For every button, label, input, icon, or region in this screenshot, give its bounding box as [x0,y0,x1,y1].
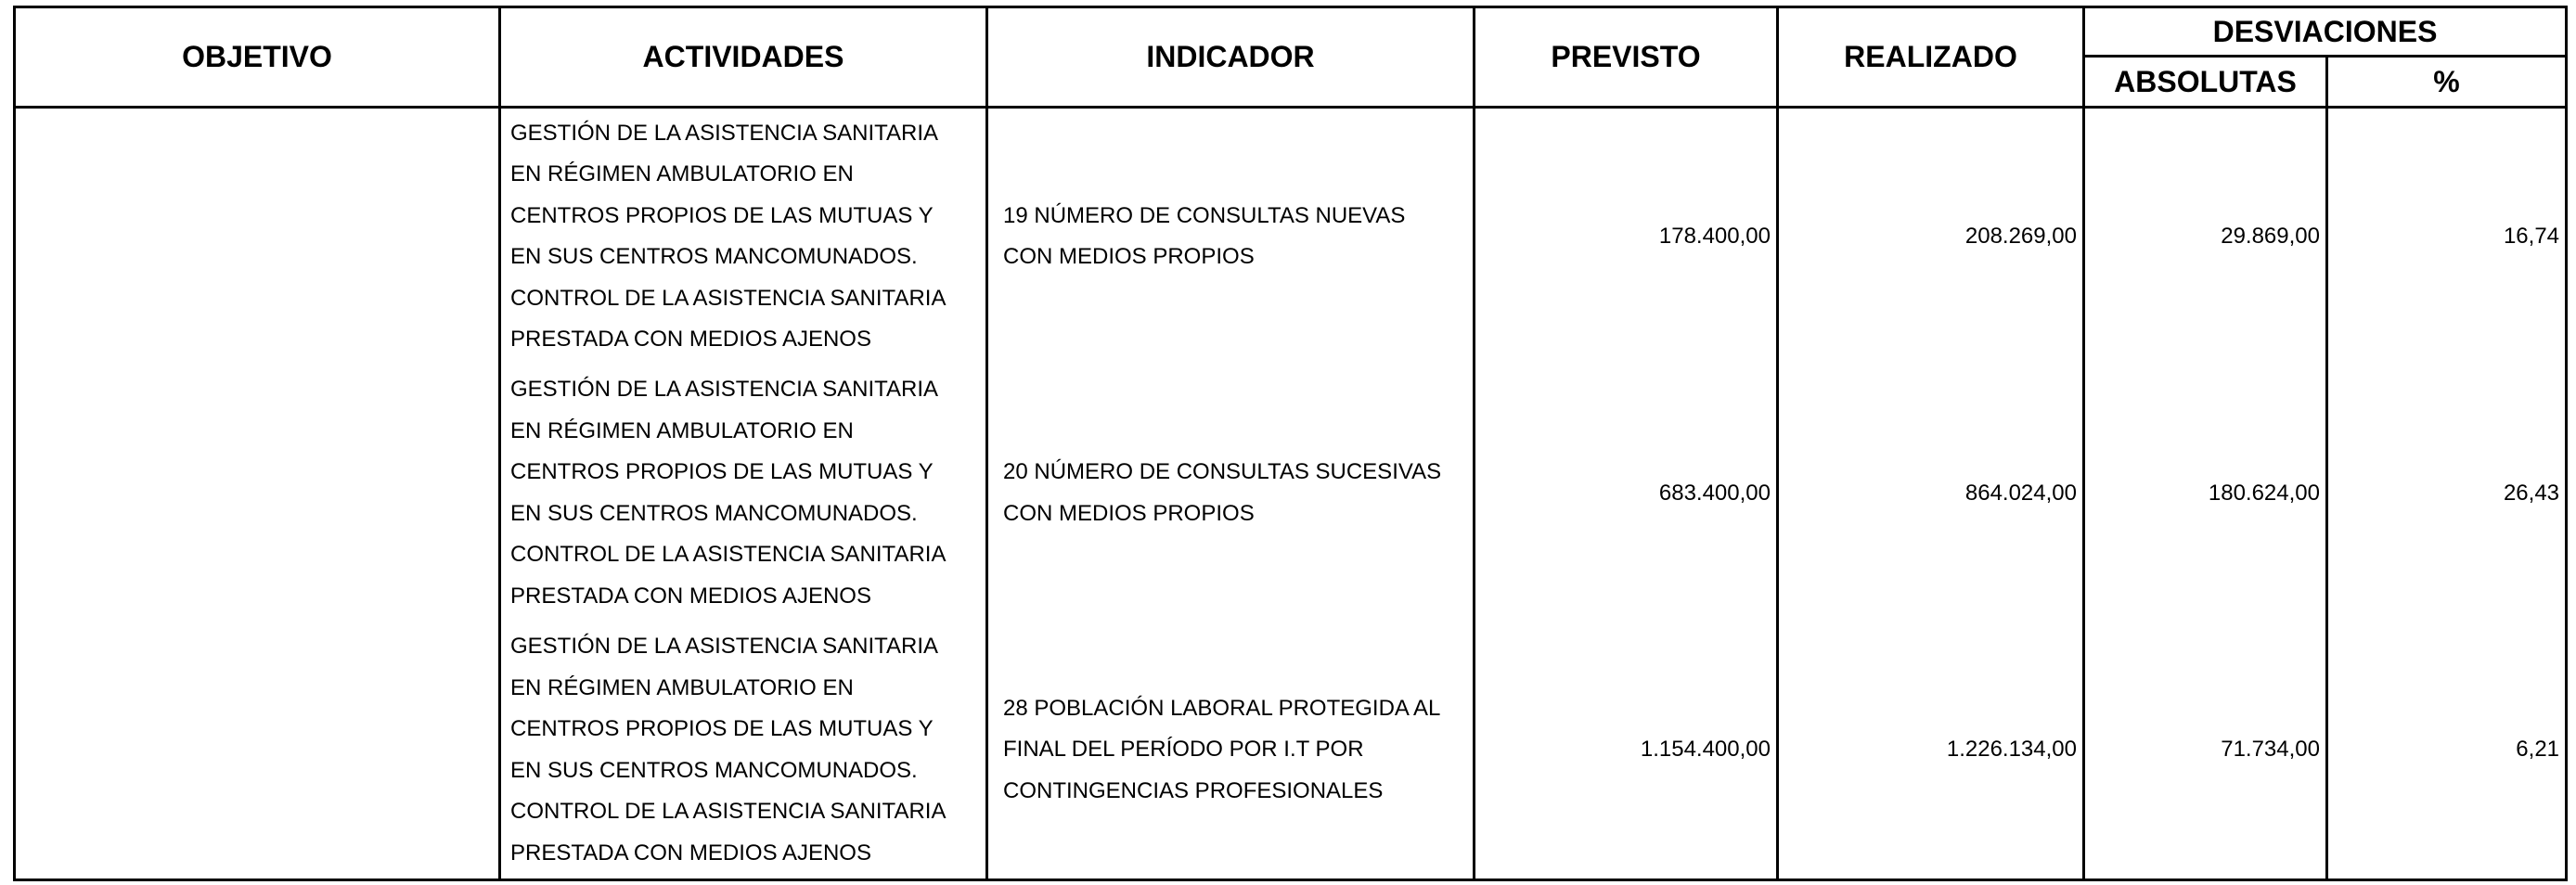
actividad-line: PRESTADA CON MEDIOS AJENOS [510,327,871,353]
actividad-line: PRESTADA CON MEDIOS AJENOS [510,583,871,609]
actividad-line: EN SUS CENTROS MANCOMUNADOS. [510,500,918,526]
cell-actividad [500,366,987,622]
cell-realizado: 1.226.134,00 [1778,622,2084,879]
cell-indicador [987,366,1475,622]
header-indicador: INDICADOR [987,7,1475,108]
actividad-line: EN RÉGIMEN AMBULATORIO EN [510,674,854,700]
indicador-line: 28 POBLACIÓN LABORAL PROTEGIDA AL [1003,695,1441,721]
table-body [15,108,2567,880]
indicador-line: CONTINGENCIAS PROFESIONALES [1003,777,1384,803]
cell-actividad [500,108,987,366]
header-porcentaje: % [2327,57,2567,108]
header-previsto: PREVISTO [1475,7,1778,108]
actividad-line: CENTROS PROPIOS DE LAS MUTUAS Y [510,716,934,742]
cell-porcentaje: 26,43 [2327,366,2567,622]
actividad-line: GESTIÓN DE LA ASISTENCIA SANITARIA [510,120,939,146]
cell-absolutas: 180.624,00 [2084,366,2327,622]
indicador-line: CON MEDIOS PROPIOS [1003,244,1255,270]
actividad-line: EN RÉGIMEN AMBULATORIO EN [510,417,854,443]
actividad-line: CENTROS PROPIOS DE LAS MUTUAS Y [510,459,934,485]
cell-porcentaje: 16,74 [2327,108,2567,366]
cell-indicador [987,622,1475,879]
actividad-line: PRESTADA CON MEDIOS AJENOS [510,840,871,866]
cell-porcentaje: 6,21 [2327,622,2567,879]
actividad-line: CONTROL DE LA ASISTENCIA SANITARIA [510,285,947,311]
report-table-container [13,6,2565,881]
table-row [15,366,2567,622]
actividad-line: EN RÉGIMEN AMBULATORIO EN [510,161,854,187]
cell-realizado: 208.269,00 [1778,108,2084,366]
indicador-line: CON MEDIOS PROPIOS [1003,500,1255,526]
cell-indicador [987,108,1475,366]
actividad-line: EN SUS CENTROS MANCOMUNADOS. [510,244,918,270]
header-desviaciones: DESVIACIONES [2084,7,2567,57]
cell-absolutas: 29.869,00 [2084,108,2327,366]
actividad-line: CONTROL DE LA ASISTENCIA SANITARIA [510,542,947,568]
cell-absolutas: 71.734,00 [2084,622,2327,879]
table-row [15,108,2567,366]
cell-previsto: 178.400,00 [1475,108,1778,366]
cell-actividad [500,622,987,879]
actividad-line: CENTROS PROPIOS DE LAS MUTUAS Y [510,202,934,228]
cell-objetivo [15,108,500,366]
cell-previsto: 683.400,00 [1475,366,1778,622]
header-absolutas: ABSOLUTAS [2084,57,2327,108]
actividad-line: GESTIÓN DE LA ASISTENCIA SANITARIA [510,634,939,660]
cell-realizado: 864.024,00 [1778,366,2084,622]
actividad-line: EN SUS CENTROS MANCOMUNADOS. [510,757,918,783]
indicador-line: 20 NÚMERO DE CONSULTAS SUCESIVAS [1003,459,1442,485]
header-realizado: REALIZADO [1778,7,2084,108]
table-row [15,622,2567,879]
cell-previsto: 1.154.400,00 [1475,622,1778,879]
indicador-line: 19 NÚMERO DE CONSULTAS NUEVAS [1003,202,1406,228]
header-objetivo: OBJETIVO [15,7,500,108]
indicator-report-table [13,6,2568,881]
indicador-line: FINAL DEL PERÍODO POR I.T POR [1003,737,1364,763]
header-actividades: ACTIVIDADES [500,7,987,108]
cell-objetivo [15,366,500,622]
cell-objetivo [15,622,500,879]
actividad-line: CONTROL DE LA ASISTENCIA SANITARIA [510,799,947,825]
actividad-line: GESTIÓN DE LA ASISTENCIA SANITARIA [510,377,939,403]
